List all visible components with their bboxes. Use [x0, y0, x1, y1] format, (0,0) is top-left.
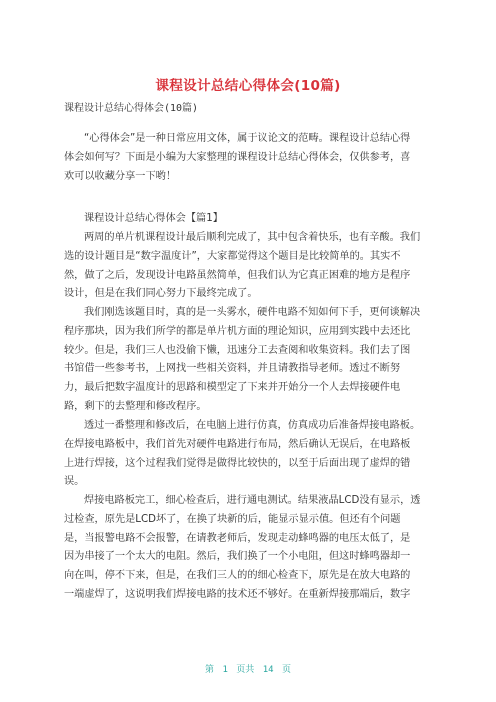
text-line: 透过一番整理和修改后，在电脑上进行仿真，仿真成功后准备焊接电路板。	[84, 420, 421, 431]
text-line: 是，当报警电路不会报警，在请教老师后，发现走动蜂鸣器的电压太低了，是	[64, 532, 411, 544]
text-line: 选的设计题目是“数字温度计”，大家都觉得这个题目是比较简单的。其实不	[64, 250, 401, 262]
text-line: 过检查，原先是LCD坏了，在换了块新的后，能显示显示值。但还有个问题	[64, 513, 401, 525]
document-subtitle: 课程设计总结心得体会(10篇)	[64, 103, 199, 114]
intro-line: “心得体会”是一种日常应用文体，属于议论文的范畴。课程设计总结心得	[84, 133, 411, 144]
section-heading: 课程设计总结心得体会【篇1】	[84, 213, 223, 224]
intro-paragraph	[64, 130, 436, 186]
text-line: 力，最后把数字温度计的思路和模型定了下来并开始分一个人去焊接硬件电	[64, 382, 401, 394]
paragraph-2	[64, 304, 436, 417]
page-footer: 第 1 页共 14 页	[205, 665, 291, 675]
text-line: 一端虚焊了，这说明我们焊接电路的技术还不够好。在重新焊接那端后，数字	[64, 588, 411, 600]
text-line: 然，做了之后，发现设计电路虽然简单，但我们认为它真正困难的地方是程序	[64, 269, 411, 281]
text-line: 向在叫，停不下来，但是，在我们三人的的细心检查下，原先是在放大电路的	[64, 570, 411, 582]
text-line: 书馆借一些参考书，上网找一些相关资料，并且请教指导老师。透过不断努	[64, 363, 401, 375]
text-line: 两周的单片机课程设计最后顺利完成了，其中包含着快乐，也有辛酸。我们	[84, 232, 421, 243]
text-line: 在焊接电路板中，我们首先对硬件电路进行布局，然后确认无误后，在电路板	[64, 438, 411, 450]
text-line: 路，剩下的去整理和修改程序。	[64, 400, 207, 412]
text-line: 程序那块，因为我们所学的都是单片机方面的理论知识，应用到实践中去还比	[64, 325, 411, 337]
intro-line: 欢可以收藏分享一下哟！	[64, 170, 177, 182]
paragraph-3	[64, 417, 436, 492]
text-line: 我们刚选该题目时，真的是一头雾水，硬件电路不知如何下手，更何谈解决	[84, 307, 421, 318]
intro-line: 体会如何写？下面是小编为大家整理的课程设计总结心得体会，仅供参考，喜	[64, 151, 411, 163]
paragraph-1	[64, 229, 436, 304]
text-line: 上进行焊接，这个过程我们觉得是做得比较快的，以至于后面出现了虚焊的错	[64, 457, 411, 469]
page-title: 课程设计总结心得体会(10篇)	[155, 78, 341, 94]
section-heading-block	[64, 210, 436, 229]
paragraph-4	[64, 492, 436, 605]
text-line: 设计，但是在我们同心努力下最终完成了。	[64, 288, 258, 300]
text-line: 焊接电路板完工，细心检查后，进行通电测试。结果液晶LCD没有显示，透	[84, 495, 421, 506]
text-line: 因为串接了一个太大的电阻。然后，我们换了一个小电阻，但这时蜂鸣器却一	[64, 551, 411, 563]
text-line: 误。	[64, 476, 85, 488]
text-line: 较少。但是，我们三人也没偷下懒，迅速分工去查阅和收集资料。我们去了图	[64, 344, 411, 356]
